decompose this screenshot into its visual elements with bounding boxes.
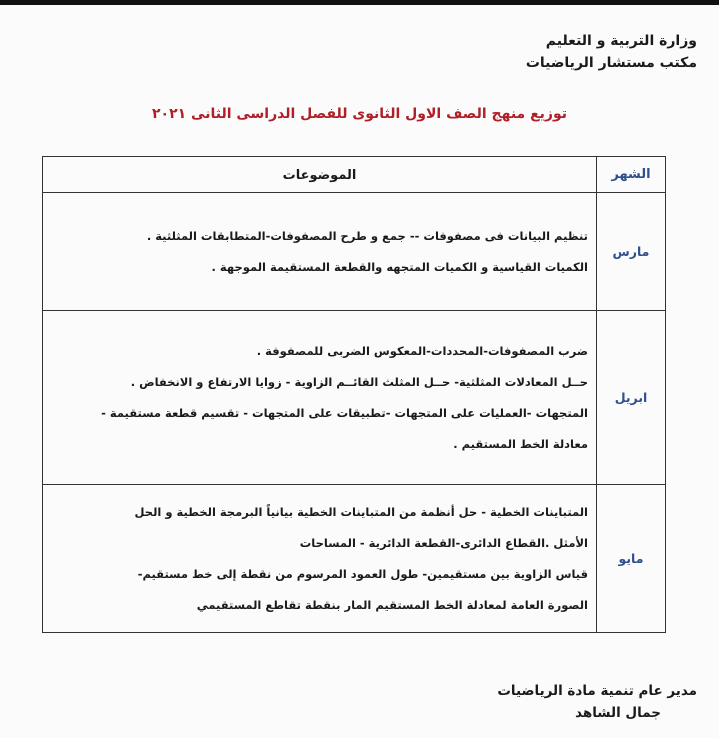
ministry-name: وزارة التربية و التعليم <box>545 33 697 49</box>
topics-cell <box>43 311 597 485</box>
month-cell: مايو <box>597 485 666 633</box>
signature-block <box>497 680 697 724</box>
topic-line: الأمثل .القطاع الدائرى-القطعة الدائرية - المساحات <box>299 535 588 550</box>
column-header-month: الشهر <box>597 157 666 193</box>
topic-line: تنظيم البيانات فى مصفوفات -- جمع و طرح المصفوفات-المتطابقات المثلثية . <box>146 228 588 243</box>
signer-role: مدير عام تنمية مادة الرياضيات <box>497 683 697 699</box>
month-cell: ابريل <box>597 311 666 485</box>
topics-cell <box>43 485 597 633</box>
office-name: مكتب مستشار الرياضيات <box>525 55 697 71</box>
month-cell: مارس <box>597 193 666 311</box>
signer-name: جمال الشاهد <box>575 705 661 721</box>
table-row-march <box>43 193 666 311</box>
topic-line: المتجهات -العمليات على المتجهات -تطبيقات على المتجهات - تقسيم قطعة مستقيمة - <box>101 405 588 420</box>
document-title: توزيع منهج الصف الاول الثانوى للفصل الدراسى الثانى ٢٠٢١ <box>151 106 568 122</box>
topic-line: حــل المعادلات المثلثية- حــل المثلث القائــم الزاوية - زوايا الارتفاع و الانخفاض . <box>130 374 588 389</box>
curriculum-table <box>42 156 666 633</box>
table-row-april <box>43 311 666 485</box>
topic-line: المتباينات الخطية - حل أنظمة من المتباينات الخطية بيانياً البرمجة الخطية و الحل <box>134 504 588 519</box>
table-row-may <box>43 485 666 633</box>
topic-line: ضرب المصفوفات-المحددات-المعكوس الضربى للمصفوفة . <box>256 343 588 358</box>
topic-line: الصورة العامة لمعادلة الخط المستقيم المار بنقطة تقاطع المستقيمي <box>196 597 588 612</box>
table-header-row <box>43 157 666 193</box>
topic-line: قياس الزاوية بين مستقيمين- طول العمود المرسوم من نقطة إلى خط مستقيم- <box>137 566 588 581</box>
topics-cell <box>43 193 597 311</box>
topic-line: معادلة الخط المستقيم . <box>453 436 588 451</box>
document-header <box>526 30 697 74</box>
topic-line: الكميات القياسية و الكميات المتجهه والقطعة المستقيمة الموجهة . <box>211 259 588 274</box>
column-header-topics: الموضوعات <box>43 157 597 193</box>
top-edge-bar <box>0 0 719 5</box>
